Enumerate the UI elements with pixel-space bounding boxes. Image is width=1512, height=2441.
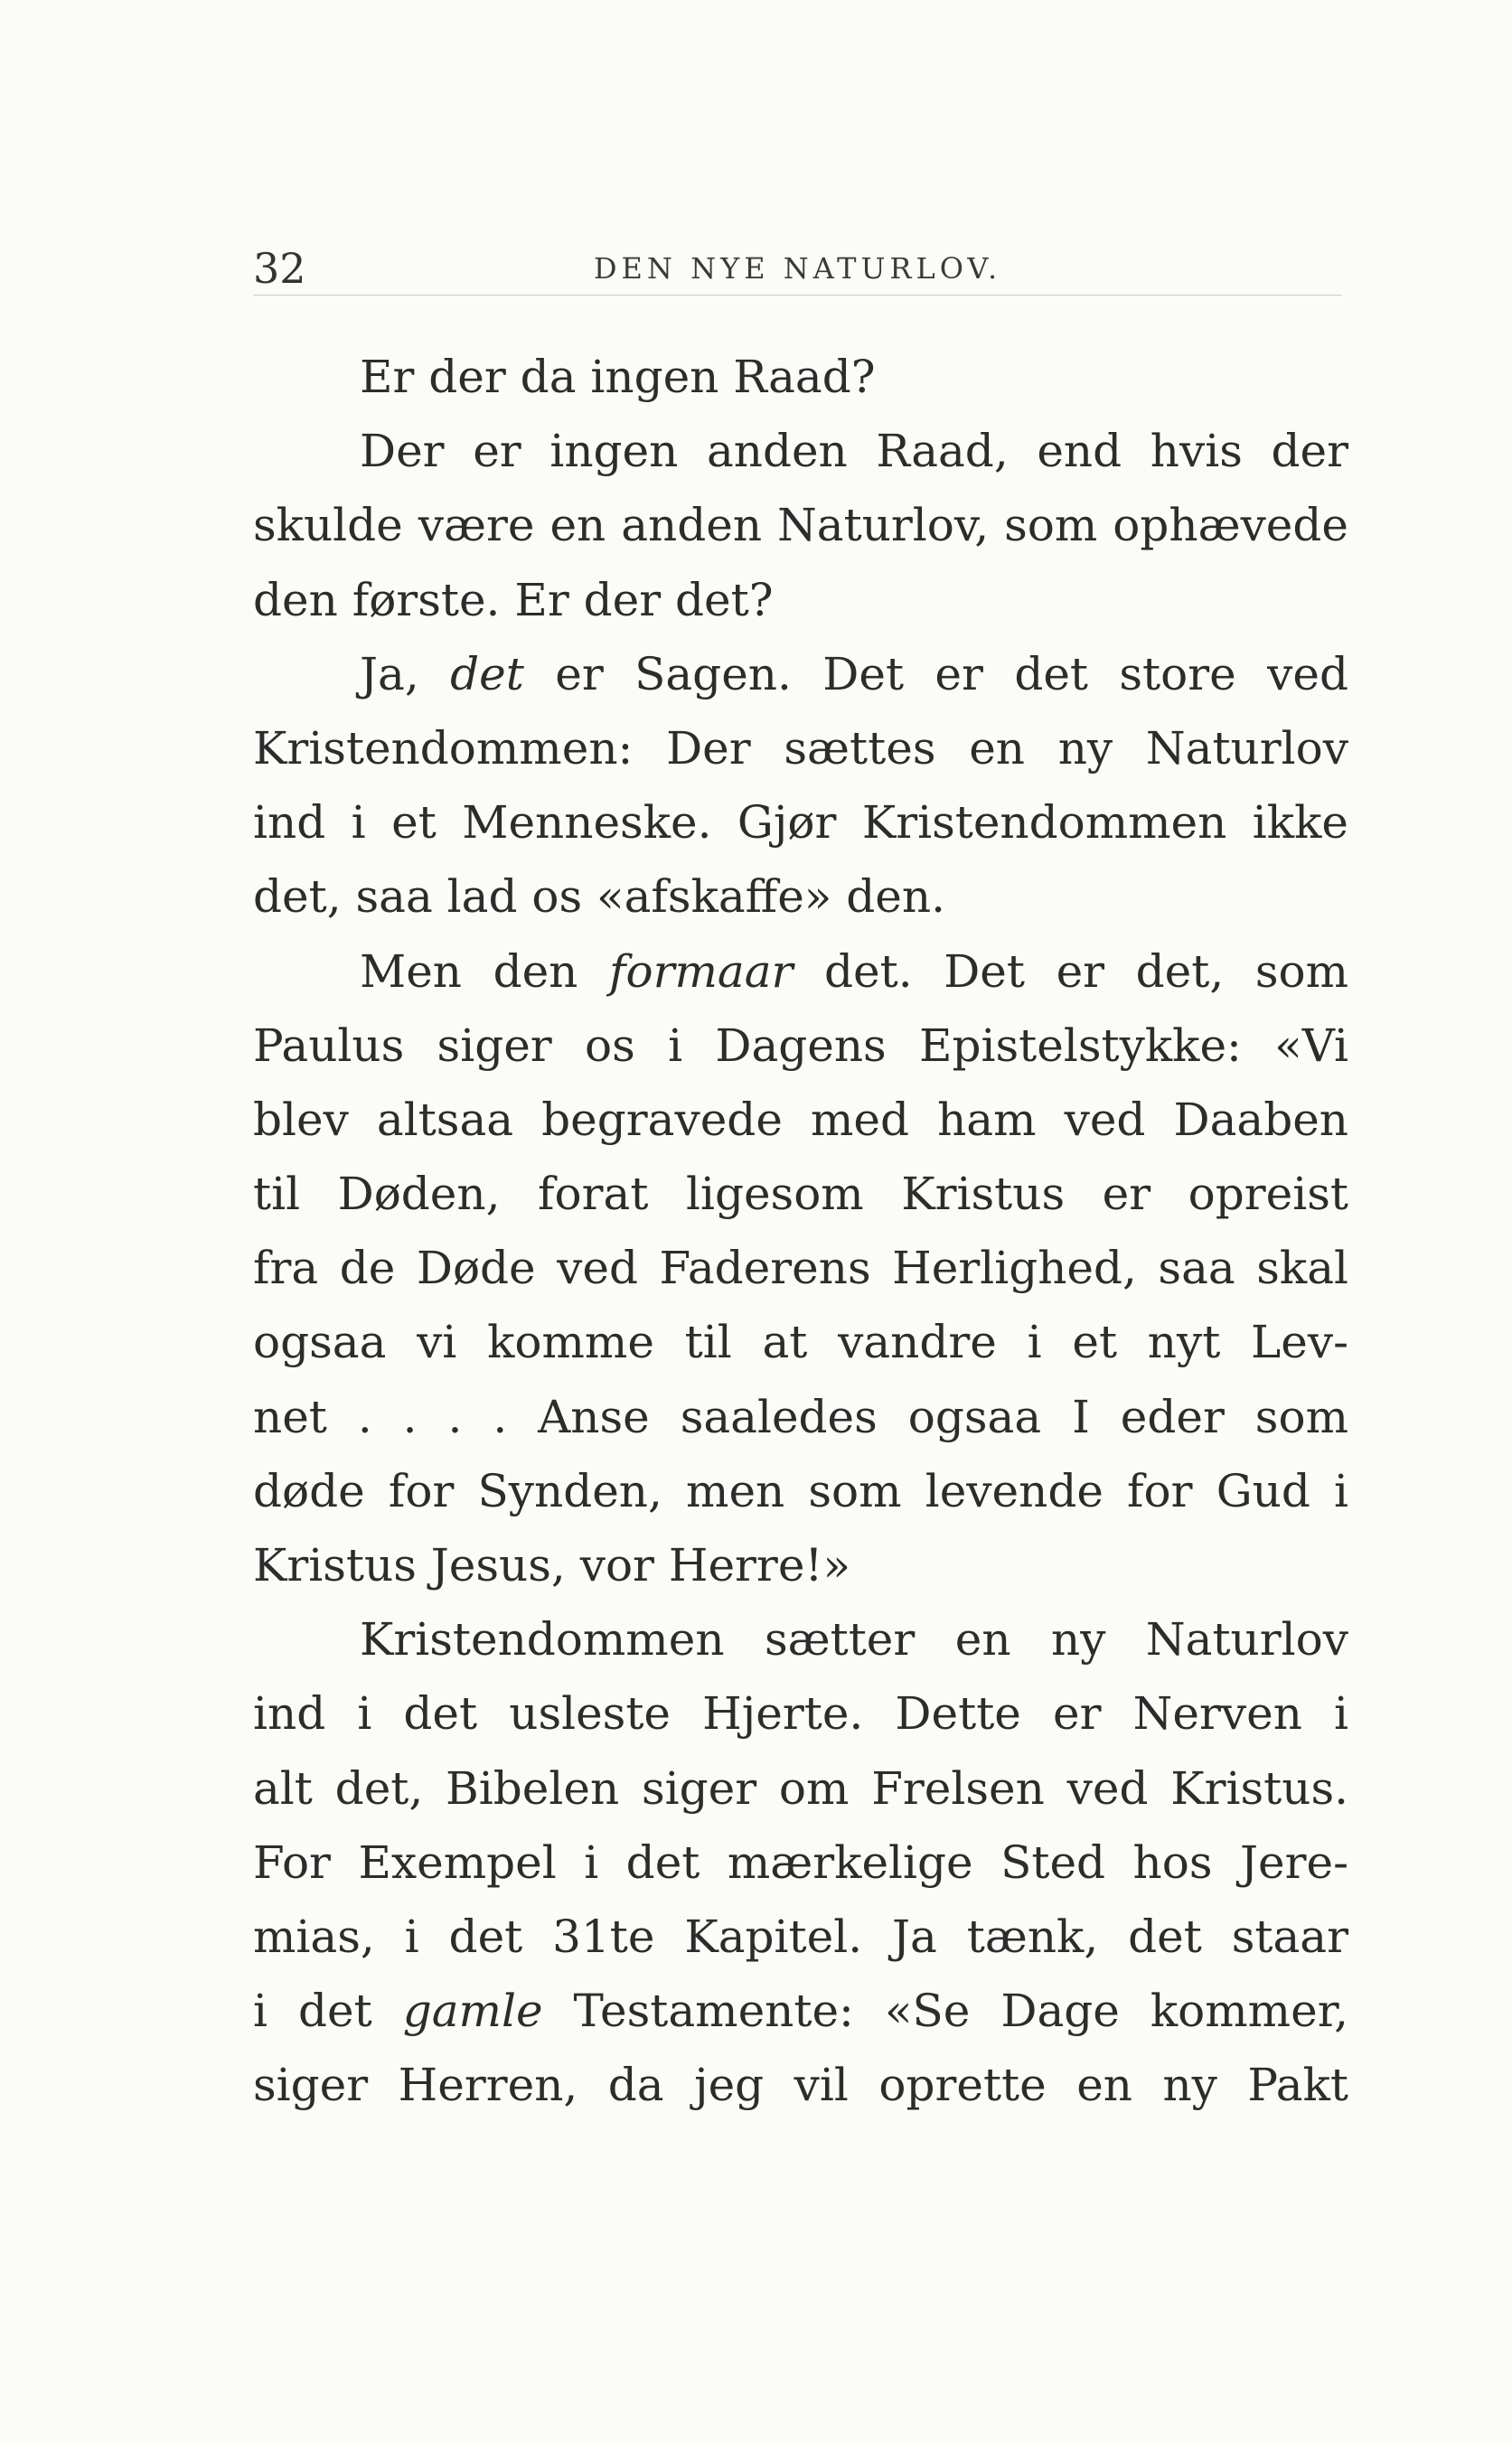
text-line-with-italic: Men den formaar det. Det er det, som [360,944,1349,998]
text-line: fra de Døde ved Faderens Herlighed, saa skal [253,1242,1348,1295]
italic-emphasis: gamle [402,1985,543,2038]
text-line: ind i et Menneske. Gjør Kristendommen ikke [253,796,1348,850]
page-header [253,237,1342,300]
text-line: Kristendommen: Der sættes en ny Naturlov [253,721,1348,775]
text-line: ogsaa vi komme til at vandre i et nyt Lev- [253,1316,1348,1369]
text-line: mias, i det 31te Kapitel. Ja tænk, det staar [253,1910,1348,1963]
text-line: Der er ingen anden Raad, end hvis der [360,425,1348,478]
text-line-with-italic: Ja, det er Sagen. Det er det store ved [360,647,1348,700]
text-line: ind i det usleste Hjerte. Dette er Nerven i [253,1687,1348,1741]
text-line: til Døden, forat ligesom Kristus er opreist [253,1168,1348,1221]
text-line: alt det, Bibelen siger om Frelsen ved Kristus. [253,1761,1348,1815]
text-line: For Exempel i det mærkelige Sted hos Jere- [253,1835,1348,1889]
text-line: skulde være en anden Naturlov, som ophævede [253,499,1348,552]
text-line: Kristendommen sætter en ny Naturlov [360,1613,1348,1666]
text-line: net . . . . Anse saaledes ogsaa I eder som [253,1390,1348,1443]
text-line: Er der da ingen Raad? [360,351,876,403]
running-title: DEN NYE NATURLOV. [593,251,1002,286]
text-line: Paulus siger os i Dagens Epistelstykke: «Vi [253,1019,1348,1072]
text-line-with-italic: i det gamle Testamente: «Se Dage kommer, [253,1985,1348,2038]
text-line: blev altsaa begravede med ham ved Daaben [253,1093,1348,1146]
header-rule [253,295,1342,296]
italic-emphasis: formaar [608,944,794,998]
text-line: den første. Er der det? [253,573,774,626]
text-line: døde for Synden, men som levende for Gud i [253,1464,1348,1517]
text-line: det, saa lad os «afskaffe» den. [253,870,945,924]
page-number: 32 [253,244,306,293]
body-text [253,340,1348,2123]
text-line: siger Herren, da jeg vil oprette en ny Pakt [253,2059,1348,2112]
italic-emphasis: det [450,647,524,700]
text-line: Kristus Jesus, vor Herre!» [253,1539,851,1591]
